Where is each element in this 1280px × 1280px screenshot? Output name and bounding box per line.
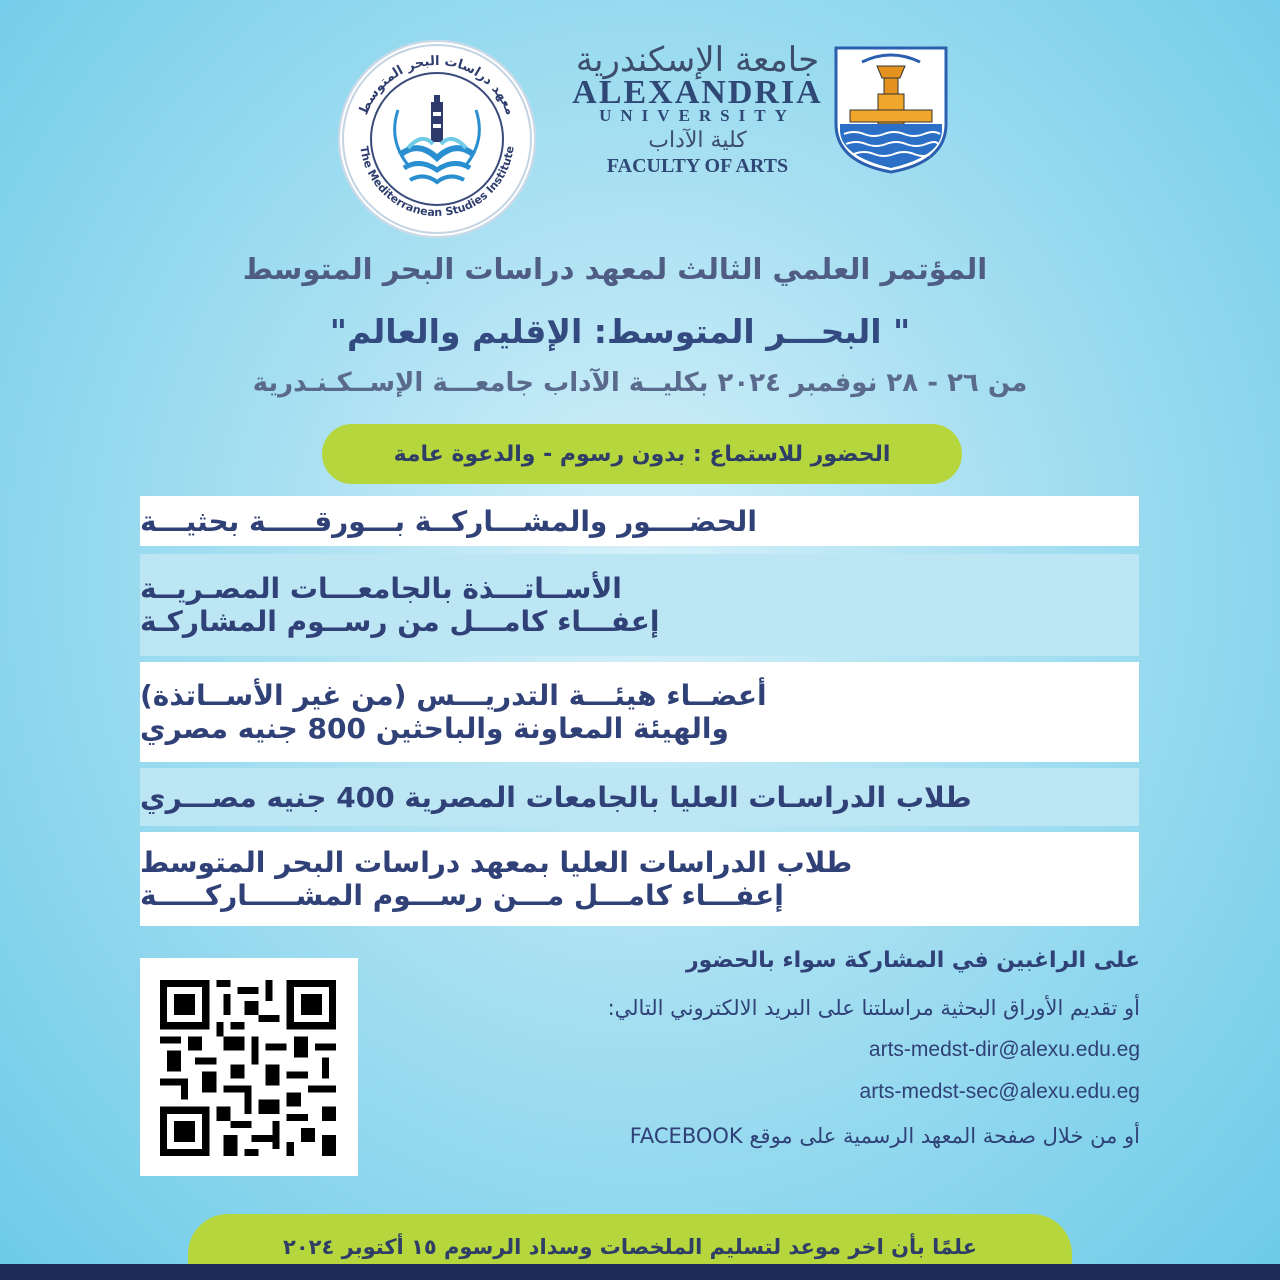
postgrad-institute-box bbox=[140, 832, 1139, 926]
staff-line2: والهيئة المعاونة والباحثين 800 جنيه مصري bbox=[140, 712, 729, 745]
logo-ring-text-ar: معهد دراسات البحر المتوسط bbox=[356, 53, 518, 118]
professors-line1: الأســاتـــذة بالجامعـــات المصـريــة bbox=[140, 572, 622, 605]
university-label: UNIVERSITY bbox=[599, 106, 796, 125]
mediterranean-institute-logo bbox=[338, 40, 536, 238]
staff-line1: أعضــاء هيئـــة التدريـــس (من غير الأســاتذة) bbox=[140, 679, 767, 712]
alexandria-university-logo bbox=[560, 40, 835, 215]
participation-box bbox=[140, 496, 1139, 546]
facebook-text: أو من خلال صفحة المعهد الرسمية على موقع FACEBOOK bbox=[629, 1124, 1140, 1148]
conference-title: المؤتمر العلمي الثالث لمعهد دراسات البحر المتوسط bbox=[242, 252, 988, 286]
professors-box bbox=[140, 554, 1139, 656]
staff-box bbox=[140, 662, 1139, 762]
email-director-link[interactable]: arts-medst-dir@alexu.edu.eg bbox=[868, 1038, 1140, 1061]
alexandria-crest-icon bbox=[832, 44, 950, 174]
postgrad-egypt-text: طلاب الدراسـات العليا بالجامعات المصرية 400 جنيه مصـــري bbox=[140, 780, 972, 814]
postgrad-institute-line1: طلاب الدراسات العليا بمعهد دراسات البحر المتوسط bbox=[140, 846, 853, 879]
conference-theme: " البحـــر المتوسط: الإقليم والعالم" bbox=[329, 312, 911, 351]
attendance-banner bbox=[322, 424, 962, 484]
footer-bar bbox=[0, 1264, 1280, 1280]
postgrad-institute-line2: إعفـــاء كامـــل مـــن رســـوم المشـــــاركـــــة bbox=[140, 879, 784, 912]
faculty-name-en: FACULTY OF ARTS bbox=[606, 155, 789, 177]
email-secretary-link[interactable]: arts-medst-sec@alexu.edu.eg bbox=[859, 1080, 1140, 1103]
faculty-name-ar: كلية الآداب bbox=[648, 128, 747, 153]
university-name-ar: جامعة الإسكندرية bbox=[575, 40, 820, 80]
contact-heading: على الراغبين في المشاركة سواء بالحضور bbox=[685, 948, 1140, 973]
university-name-en: ALEXANDRIA bbox=[572, 74, 823, 111]
professors-line2: إعفـــاء كامـــل من رســوم المشاركـة bbox=[140, 605, 660, 638]
postgrad-egypt-box bbox=[140, 768, 1139, 826]
contact-instruction: أو تقديم الأوراق البحثية مراسلتنا على البريد الالكتروني التالي: bbox=[607, 996, 1140, 1020]
attendance-text: الحضور للاستماع : بدون رسوم - والدعوة عامة bbox=[393, 441, 891, 467]
deadline-text: علمًا بأن اخر موعد لتسليم الملخصات وسداد الرسوم ١٥ أكتوبر ٢٠٢٤ bbox=[283, 1235, 977, 1259]
logo-ring-text-en: The Mediterranean Studies Institute bbox=[357, 145, 517, 220]
participation-heading: الحضــــور والمشـــاركــة بـــورقـــــة بحثيـــة bbox=[140, 504, 757, 538]
conference-dates: من ٢٦ - ٢٨ نوفمبر ٢٠٢٤ بكليــة الآداب جامعـــة الإســكـنـدرية bbox=[252, 368, 1028, 398]
qr-code[interactable] bbox=[140, 958, 358, 1176]
